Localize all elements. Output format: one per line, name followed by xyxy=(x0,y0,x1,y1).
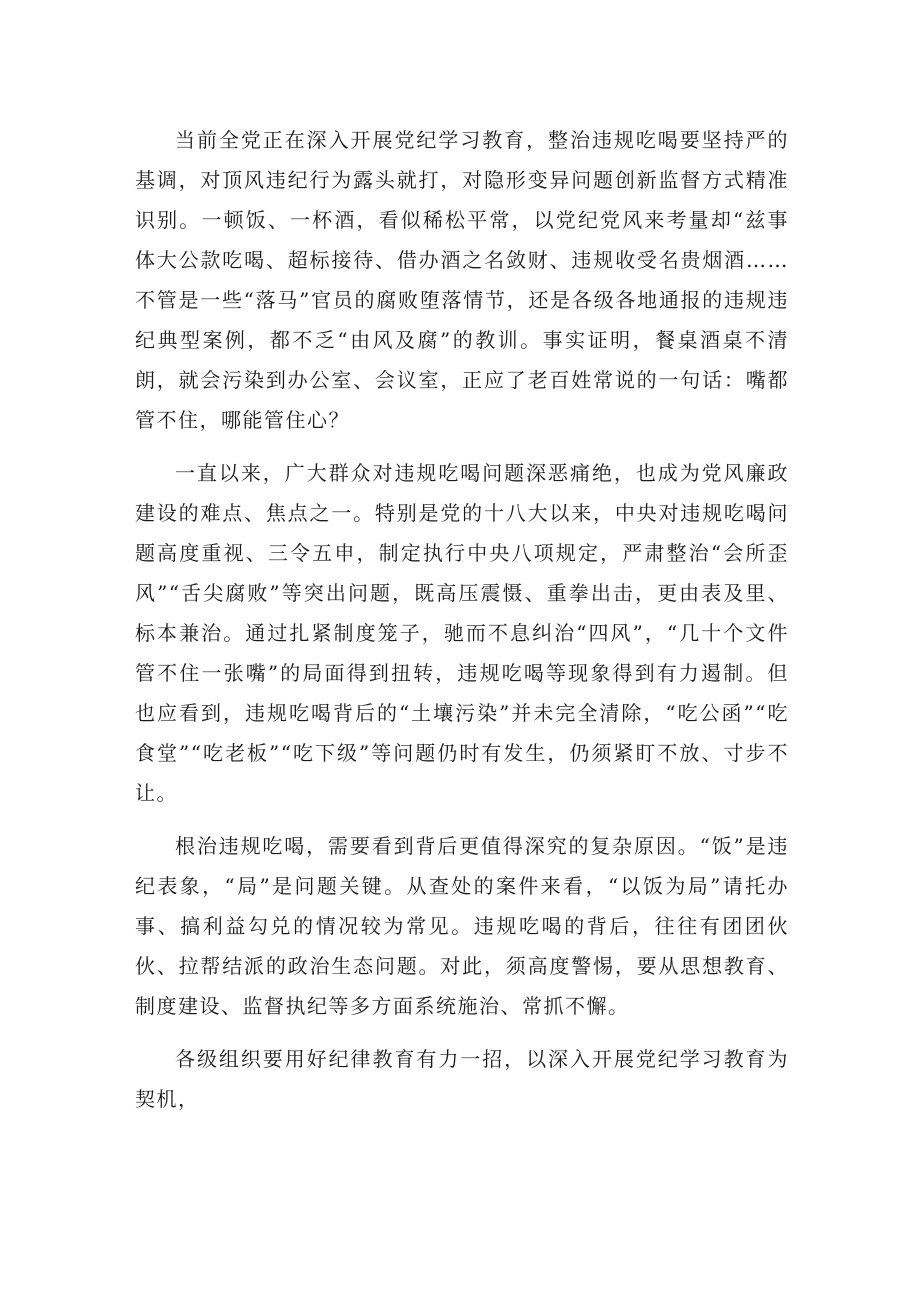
paragraph-3: 根治违规吃喝，需要看到背后更值得深究的复杂原因。“饭”是违纪表象，“局”是问题关键。从查处的案件来看，“以饭为局”请托办事、搞利益勾兑的情况较为常见。违规吃喝的背后，往往有团团伙伙、拉帮结派的政治生态问题。对此，须高度警惕，要从思想教育、制度建设、监督执纪等多方面系统施治、常抓不懈。 xyxy=(135,834,789,1018)
paragraph-1: 当前全党正在深入开展党纪学习教育，整治违规吃喝要坚持严的基调，对顶风违纪行为露头就打，对隐形变异问题创新监督方式精准识别。一顿饭、一杯酒，看似稀松平常，以党纪党风来考量却“兹事体大公款吃喝、超标接待、借办酒之名敛财、违规收受名贵烟酒……不管是一些“落马”官员的腐败堕落情节，还是各级各地通报的违规违纪典型案例，都不乏“由风及腐”的教训。事实证明，餐桌酒桌不清朗，就会污染到办公室、会议室，正应了老百姓常说的一句话：嘴都管不住，哪能管住心？ xyxy=(135,128,789,432)
paragraph-2: 一直以来，广大群众对违规吃喝问题深恶痛绝，也成为党风廉政建设的难点、焦点之一。特别是党的十八大以来，中央对违规吃喝问题高度重视、三令五申，制定执行中央八项规定，严肃整治“会所歪风”“舌尖腐败”等突出问题，既高压震慑、重拳出击，更由表及里、标本兼治。通过扎紧制度笼子，驰而不息纠治“四风”，“几十个文件管不住一张嘴”的局面得到扭转，违规吃喝等现象得到有力遏制。但也应看到，违规吃喝背后的“土壤污染”并未完全清除，“吃公函”“吃食堂”“吃老板”“吃下级”等问题仍时有发生，仍须紧盯不放、寸步不让。 xyxy=(135,461,789,805)
document-body xyxy=(135,120,789,1119)
paragraph-4: 各级组织要用好纪律教育有力一招，以深入开展党纪学习教育为契机， xyxy=(135,1047,789,1111)
